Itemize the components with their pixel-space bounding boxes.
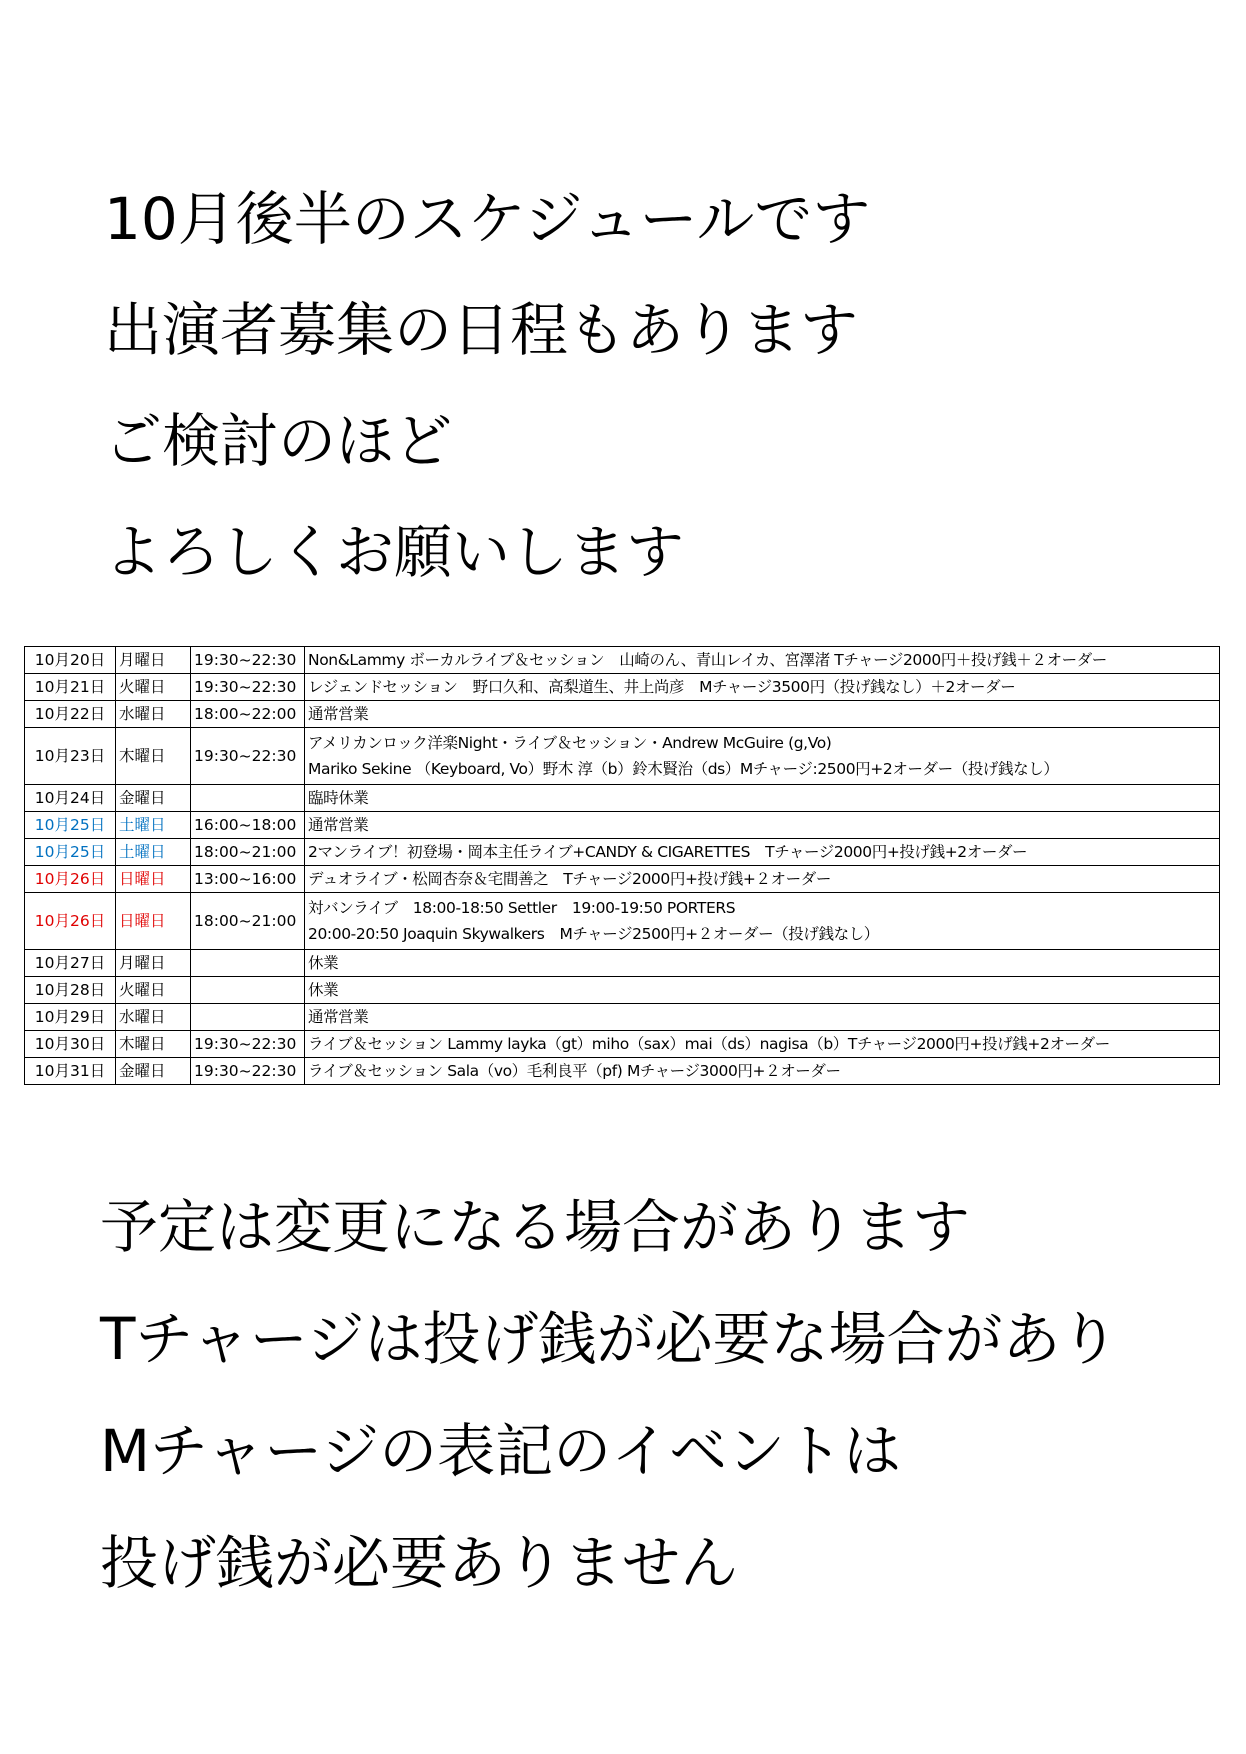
description-cell (305, 977, 1220, 1004)
description-cell (305, 701, 1220, 728)
description-line: Non&Lammy ボーカルライブ＆セッション 山崎のん、青山レイカ、宮澤渚 Tチャージ2000円＋投げ銭＋２オーダー (308, 651, 1107, 669)
description-line: 通常営業 (308, 1008, 369, 1026)
schedule-row (25, 839, 1220, 866)
note-line: 投げ銭が必要ありません (100, 1529, 739, 1597)
time-cell: 19:30~22:30 (191, 728, 305, 785)
day-cell: 月曜日 (116, 950, 191, 977)
description-line: ライブ＆セッション Sala（vo）毛利良平（pf) Mチャージ3000円+２オーダー (308, 1062, 841, 1080)
time-cell (191, 950, 305, 977)
schedule-row (25, 1058, 1220, 1085)
description-line: アメリカンロック洋楽Night・ライブ＆セッション・Andrew McGuire (g,Vo) (308, 734, 832, 752)
day-cell: 月曜日 (116, 647, 191, 674)
notes (100, 1193, 1119, 1646)
day-cell: 水曜日 (116, 701, 191, 728)
time-cell: 19:30~22:30 (191, 674, 305, 701)
description-cell (305, 1004, 1220, 1031)
schedule-body (25, 647, 1220, 1085)
date-cell: 10月30日 (25, 1031, 116, 1058)
time-cell: 18:00~21:00 (191, 839, 305, 866)
description-line: デュオライブ・松岡杏奈＆宅間善之 Tチャージ2000円+投げ銭+２オーダー (308, 870, 831, 888)
note-line: Tチャージは投げ銭が必要な場合があり (100, 1305, 1119, 1373)
description-line: 20:00-20:50 Joaquin Skywalkers Mチャージ2500円+２オーダー（投げ銭なし） (308, 925, 879, 943)
date-cell: 10月24日 (25, 785, 116, 812)
schedule-row (25, 1004, 1220, 1031)
schedule-row (25, 785, 1220, 812)
note-line: Mチャージの表記のイベントは (100, 1417, 902, 1485)
date-cell: 10月28日 (25, 977, 116, 1004)
day-cell: 火曜日 (116, 674, 191, 701)
description-line: 臨時休業 (308, 789, 369, 807)
description-cell (305, 950, 1220, 977)
day-cell: 火曜日 (116, 977, 191, 1004)
description-cell (305, 674, 1220, 701)
date-cell: 10月29日 (25, 1004, 116, 1031)
description-line: ライブ＆セッション Lammy layka（gt）miho（sax）mai（ds）nagisa（b）Tチャージ2000円+投げ銭+2オーダー (308, 1035, 1110, 1053)
intro-line: 出演者募集の日程もあります (104, 296, 859, 364)
date-cell: 10月26日 (25, 866, 116, 893)
date-cell: 10月25日 (25, 812, 116, 839)
time-cell (191, 977, 305, 1004)
time-cell: 19:30~22:30 (191, 1031, 305, 1058)
day-cell: 水曜日 (116, 1004, 191, 1031)
day-cell: 土曜日 (116, 812, 191, 839)
description-cell (305, 728, 1220, 785)
day-cell: 木曜日 (116, 1031, 191, 1058)
description-line: 通常営業 (308, 816, 369, 834)
description-cell (305, 839, 1220, 866)
day-cell: 日曜日 (116, 893, 191, 950)
description-line: 通常営業 (308, 705, 369, 723)
day-cell: 日曜日 (116, 866, 191, 893)
description-line: 対バンライブ 18:00-18:50 Settler 19:00-19:50 PORTERS (308, 899, 736, 917)
schedule-row (25, 977, 1220, 1004)
schedule-table (24, 646, 1220, 1085)
description-cell (305, 647, 1220, 674)
day-cell: 土曜日 (116, 839, 191, 866)
schedule-row (25, 674, 1220, 701)
date-cell: 10月27日 (25, 950, 116, 977)
schedule-row (25, 1031, 1220, 1058)
intro-line: 10月後半のスケジュールです (104, 185, 871, 253)
day-cell: 木曜日 (116, 728, 191, 785)
description-line: Mariko Sekine （Keyboard, Vo）野木 淳（b）鈴木賢治（ds）Mチャージ:2500円+2オーダー（投げ銭なし） (308, 760, 1059, 778)
time-cell: 19:30~22:30 (191, 1058, 305, 1085)
schedule-row (25, 647, 1220, 674)
schedule-row (25, 701, 1220, 728)
date-cell: 10月21日 (25, 674, 116, 701)
date-cell: 10月22日 (25, 701, 116, 728)
time-cell: 16:00~18:00 (191, 812, 305, 839)
description-line: 休業 (308, 954, 339, 972)
time-cell: 13:00~16:00 (191, 866, 305, 893)
schedule-row (25, 950, 1220, 977)
description-cell (305, 812, 1220, 839)
description-cell (305, 893, 1220, 950)
time-cell: 19:30~22:30 (191, 647, 305, 674)
description-line: レジェンドセッション 野口久和、高梨道生、井上尚彦 Mチャージ3500円（投げ銭なし）＋2オーダー (308, 678, 1016, 696)
time-cell (191, 785, 305, 812)
date-cell: 10月20日 (25, 647, 116, 674)
date-cell: 10月25日 (25, 839, 116, 866)
intro-line: よろしくお願いします (104, 518, 685, 586)
description-cell (305, 866, 1220, 893)
day-cell: 金曜日 (116, 1058, 191, 1085)
intro-message (104, 185, 871, 634)
time-cell: 18:00~22:00 (191, 701, 305, 728)
date-cell: 10月31日 (25, 1058, 116, 1085)
day-cell: 金曜日 (116, 785, 191, 812)
time-cell (191, 1004, 305, 1031)
description-cell (305, 1058, 1220, 1085)
schedule-row (25, 728, 1220, 785)
description-cell (305, 1031, 1220, 1058)
schedule-row (25, 812, 1220, 839)
description-line: 2マンライブ！初登場・岡本主任ライブ+CANDY & CIGARETTES Tチャージ2000円+投げ銭+2オーダー (308, 843, 1028, 861)
time-cell: 18:00~21:00 (191, 893, 305, 950)
schedule-row (25, 893, 1220, 950)
date-cell: 10月26日 (25, 893, 116, 950)
description-line: 休業 (308, 981, 339, 999)
date-cell: 10月23日 (25, 728, 116, 785)
intro-line: ご検討のほど (104, 407, 453, 475)
description-cell (305, 785, 1220, 812)
schedule-row (25, 866, 1220, 893)
note-line: 予定は変更になる場合があります (100, 1193, 971, 1261)
